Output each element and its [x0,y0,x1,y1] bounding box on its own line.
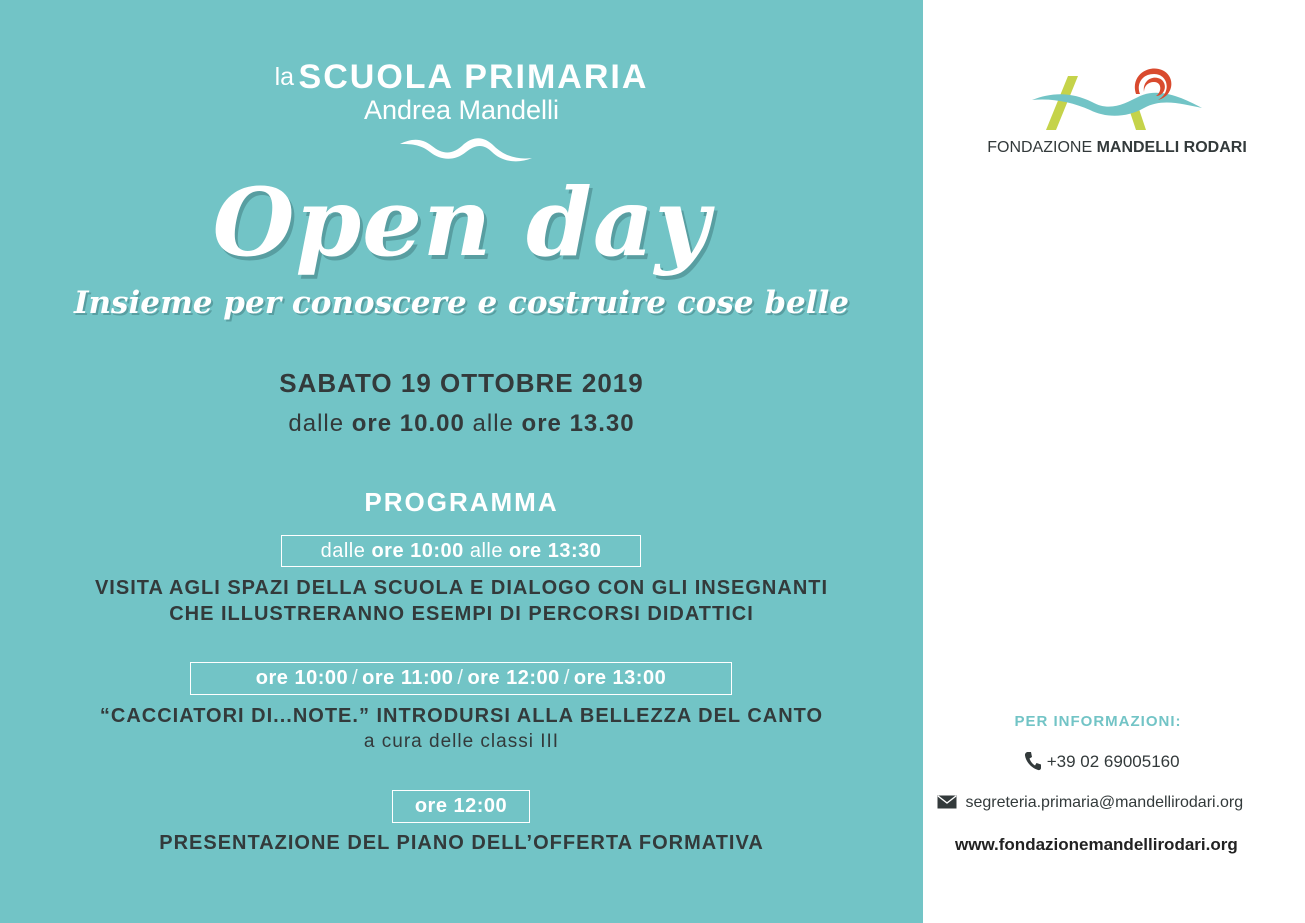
school-name: Andrea Mandelli [363,95,560,125]
visit-description-line1: VISITA AGLI SPAZI DELLA SCUOLA E DIALOGO CON GLI INSEGNANTI [94,577,829,599]
singing-credit: a cura delle classi III [363,731,560,752]
foundation-title: MANDELLI RODARI [1096,139,1247,156]
page-subtitle: Insieme per conoscere e costruire cose belle [73,285,850,321]
school-type-label: SCUOLA PRIMARIA [298,58,649,96]
singing-time: ore 10:00 [255,667,349,689]
info-heading: PER INFORMAZIONI: [1014,713,1182,730]
school-article: la [274,63,295,91]
school-type [0,58,923,97]
visit-from-word: dalle [320,540,366,562]
singing-time: ore 13:00 [573,667,667,689]
foundation-name [923,139,1305,157]
program-heading: PROGRAMMA [364,487,559,517]
time-box-visit [281,535,641,567]
hours-to-word: alle [472,410,514,437]
time-box-presentation: ore 12:00 [392,790,530,823]
website-link[interactable]: www.fondazionemandellirodari.org [955,835,1238,854]
hours-to-time: ore 13.30 [521,410,635,437]
time-separator: / [563,667,570,689]
hours-from-time: ore 10.00 [351,410,465,437]
foundation-prefix: FONDAZIONE [987,139,1093,156]
foundation-logo [1032,66,1204,136]
page-title: Open day [212,168,711,278]
wave-icon [398,134,534,166]
visit-to-word: alle [469,540,503,562]
hours-from-word: dalle [288,410,345,437]
visit-description-line2: CHE ILLUSTRERANNO ESEMPI DI PERCORSI DIDATTICI [169,603,754,625]
email-address[interactable]: segreteria.primaria@mandellirodari.org [965,794,1244,811]
email-row [937,794,1243,812]
phone-number[interactable]: +39 02 69005160 [1046,752,1180,771]
envelope-icon [937,795,957,809]
singing-time: ore 12:00 [467,667,560,689]
time-box-singing [190,662,732,695]
phone-icon [1024,751,1042,771]
singing-time: ore 11:00 [362,667,454,689]
visit-from-time: ore 10:00 [371,540,464,562]
presentation-description: PRESENTAZIONE DEL PIANO DELL’OFFERTA FORMATIVA [159,832,764,854]
singing-description: “CACCIATORI DI...NOTE.” INTRODURSI ALLA BELLEZZA DEL CANTO [99,705,824,727]
event-hours [0,410,923,438]
time-separator: / [457,667,464,689]
time-separator: / [352,667,359,689]
phone-row [1024,751,1180,772]
visit-to-time: ore 13:30 [509,540,602,562]
event-date: SABATO 19 OTTOBRE 2019 [279,368,644,398]
